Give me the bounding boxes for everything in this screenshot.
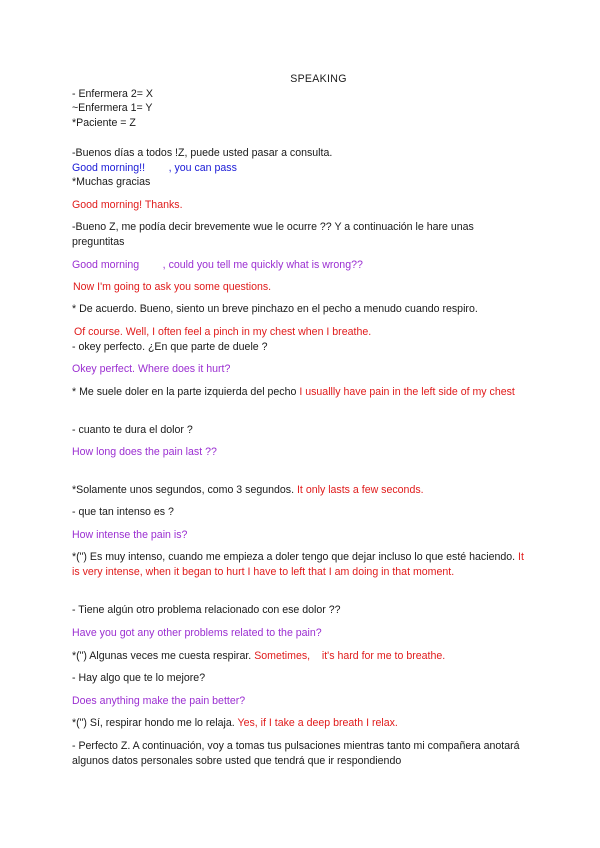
role-line: ~Enfermera 1= Y — [72, 102, 153, 114]
dialogue-line: -Bueno Z, me podía decir brevemente wue le ocurre ?? Y a continuación le hare unas preguntitas — [72, 221, 474, 248]
translation-line: Does anything make the pain better? — [72, 695, 246, 707]
spanish-text: *(") Sí, respirar hondo me lo relaja. — [72, 717, 235, 729]
dialogue-line: - Perfecto Z. A continuación, voy a tomas tus pulsaciones mientras tanto mi compañera anotará algunos datos personales sobre usted que tendrá que ir respondiendo — [72, 740, 520, 767]
translation-line: Good morning , could you tell me quickly what is wrong?? — [72, 259, 363, 271]
dialogue-line — [72, 649, 445, 663]
translation-line: How intense the pain is? — [72, 529, 188, 541]
translation-line: Okey perfect. Where does it hurt? — [72, 363, 231, 375]
translation-line: Good morning! Thanks. — [72, 199, 183, 211]
spanish-text: *Solamente unos segundos, como 3 segundos. — [72, 484, 295, 496]
translation-line: Good morning!! , you can pass — [72, 162, 237, 174]
translation-line: Of course. Well, I often feel a pinch in my chest when I breathe. — [74, 326, 372, 338]
dialogue-line: - okey perfecto. ¿En que parte de duele ? — [72, 341, 268, 353]
dialogue-line: - cuanto te dura el dolor ? — [72, 424, 193, 436]
english-text: It is very intense, when it began to hurt I have to left that I am doing in that moment. — [72, 551, 524, 578]
dialogue-line — [72, 483, 424, 497]
translation-line: Have you got any other problems related to the pain? — [72, 627, 322, 639]
english-text: I usuallly have pain in the left side of my chest — [299, 386, 515, 398]
dialogue-line — [72, 716, 398, 730]
dialogue-line: - Hay algo que te lo mejore? — [72, 672, 206, 684]
dialogue-line: - que tan intenso es ? — [72, 506, 174, 518]
role-line: *Paciente = Z — [72, 117, 136, 129]
dialogue-line: - Tiene algún otro problema relacionado con ese dolor ?? — [72, 604, 341, 616]
english-text: It only lasts a few seconds. — [296, 484, 424, 496]
spanish-text: *(") Es muy intenso, cuando me empieza a doler tengo que dejar incluso lo que esté haciendo. — [72, 551, 516, 563]
translation-line: How long does the pain last ?? — [72, 446, 217, 458]
document-title: SPEAKING — [290, 73, 347, 85]
dialogue-line — [72, 550, 524, 580]
english-text: Sometimes, it's hard for me to breathe. — [254, 650, 446, 662]
dialogue-line — [72, 385, 524, 400]
spanish-text: * Me suele doler en la parte izquierda del pecho — [72, 386, 297, 398]
dialogue-line: * De acuerdo. Bueno, siento un breve pinchazo en el pecho a menudo cuando respiro. — [72, 303, 478, 315]
dialogue-line: -Buenos días a todos !Z, puede usted pasar a consulta. — [72, 147, 333, 159]
spanish-text: *(") Algunas veces me cuesta respirar. — [72, 650, 252, 662]
english-text: Yes, if I take a deep breath I relax. — [237, 717, 398, 729]
translation-line: Now I'm going to ask you some questions. — [73, 281, 272, 293]
dialogue-line: *Muchas gracias — [72, 176, 151, 188]
role-line: - Enfermera 2= X — [72, 88, 153, 100]
